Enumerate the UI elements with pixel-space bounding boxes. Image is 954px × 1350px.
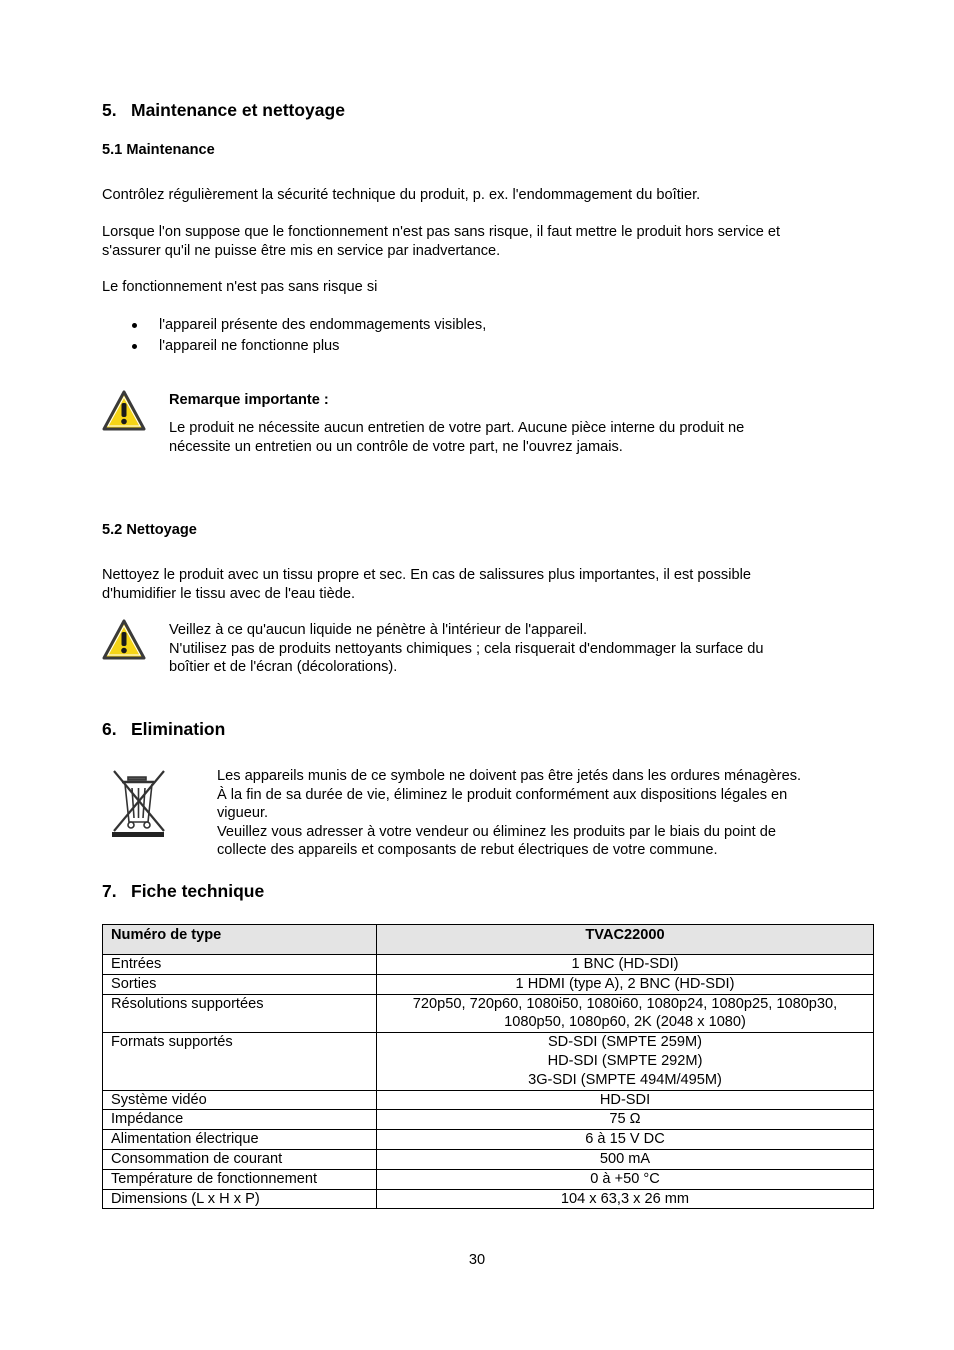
spec-value-line: 6 à 15 V DC: [585, 1131, 665, 1148]
table-header-cell: Numéro de type: [103, 925, 377, 955]
maintenance-paragraph-1: Contrôlez régulièrement la sécurité technique du produit, p. ex. l'endommagement du boîtier.: [102, 187, 701, 203]
spec-value-line: HD-SDI (SMPTE 292M): [547, 1052, 703, 1069]
spec-value-line: HD-SDI: [599, 1091, 651, 1108]
cleaning-warning-text: Veillez à ce qu'aucun liquide ne pénètre à l'intérieur de l'appareil. N'utilisez pas de produits nettoyants chimiques ; cela risquerait d'endommager la surface du boîtier et de l'écran (décolorations).: [169, 622, 764, 675]
spec-label-cell: Système vidéo: [103, 1090, 377, 1110]
spec-label-cell: Consommation de courant: [103, 1149, 377, 1169]
table-row: [103, 955, 874, 975]
spec-value-line: 500 mA: [599, 1150, 651, 1167]
spec-label-cell: Formats supportés: [103, 1033, 377, 1090]
spec-label-cell: Sorties: [103, 974, 377, 994]
spec-value-line: 75 Ω: [609, 1111, 641, 1128]
section-5-2-heading: 5.2 Nettoyage: [102, 522, 197, 538]
spec-value-cell: [377, 1090, 874, 1110]
spec-value-line: 104 x 63,3 x 26 mm: [560, 1190, 690, 1207]
spec-value-cell: [377, 1033, 874, 1090]
maintenance-paragraph-2: Lorsque l'on suppose que le fonctionnement n'est pas sans risque, il faut mettre le produit hors service et s'assurer qu'il ne puisse être mis en service par inadvertance.: [102, 224, 781, 259]
spec-value-cell: [377, 955, 874, 975]
section-5-heading: 5. Maintenance et nettoyage: [102, 100, 345, 120]
warning-triangle-icon: [102, 619, 146, 661]
spec-value-line: SD-SDI (SMPTE 259M): [547, 1034, 703, 1051]
list-item: l'appareil présente des endommagements visibles,: [102, 316, 486, 337]
table-row: [103, 1090, 874, 1110]
spec-label-cell: Alimentation électrique: [103, 1130, 377, 1150]
spec-label-cell: Entrées: [103, 955, 377, 975]
spec-value-cell: [377, 1130, 874, 1150]
spec-value-cell: [377, 974, 874, 994]
table-row: [103, 974, 874, 994]
section-7-heading: 7. Fiche technique: [102, 881, 265, 901]
table-row: [103, 1130, 874, 1150]
spec-value-line: 3G-SDI (SMPTE 494M/495M): [528, 1071, 722, 1088]
spec-value-cell: [377, 1189, 874, 1209]
spec-value-line: 1 HDMI (type A), 2 BNC (HD-SDI): [515, 975, 735, 992]
spec-table: [102, 924, 874, 1209]
spec-value-line: 1080p50, 1080p60, 2K (2048 x 1080): [504, 1014, 746, 1031]
table-row: [103, 1189, 874, 1209]
table-header-cell: TVAC22000: [377, 925, 874, 955]
section-5-1-heading: 5.1 Maintenance: [102, 142, 215, 158]
table-header-row: [103, 925, 874, 955]
warning-triangle-icon: [102, 390, 146, 432]
crossed-out-bin-icon: [108, 768, 170, 840]
spec-value-line: 0 à +50 °C: [590, 1170, 660, 1187]
important-note-text: Le produit ne nécessite aucun entretien de votre part. Aucune pièce interne du produit ne nécessite un entretien ou un contrôle de votre part, ne l'ouvrez jamais.: [169, 420, 745, 455]
list-item: l'appareil ne fonctionne plus: [102, 337, 486, 358]
table-row: [103, 1169, 874, 1189]
risk-conditions-list: [102, 316, 486, 358]
maintenance-paragraph-3: Le fonctionnement n'est pas sans risque si: [102, 279, 378, 295]
disposal-text: Les appareils munis de ce symbole ne doivent pas être jetés dans les ordures ménagères. À la fin de sa durée de vie, éliminez le produit conformément aux dispositions légales en vigueur. Veuillez vous adresser à votre vendeur ou éliminez les produits par le biais du point de collecte des appareils et composants de rebut électriques de votre commune.: [217, 768, 802, 858]
spec-value-cell: [377, 994, 874, 1033]
spec-label-cell: Dimensions (L x H x P): [103, 1189, 377, 1209]
spec-label-cell: Résolutions supportées: [103, 994, 377, 1033]
cleaning-paragraph: Nettoyez le produit avec un tissu propre et sec. En cas de salissures plus importantes, il est possible d'humidifier le tissu avec de l'eau tiède.: [102, 567, 751, 602]
section-6-heading: 6. Elimination: [102, 719, 226, 739]
spec-value-line: 720p50, 720p60, 1080i50, 1080i60, 1080p24, 1080p25, 1080p30,: [412, 995, 838, 1012]
table-row: [103, 1110, 874, 1130]
spec-label-cell: Impédance: [103, 1110, 377, 1130]
spec-value-cell: [377, 1169, 874, 1189]
table-row: [103, 1033, 874, 1090]
table-row: [103, 994, 874, 1033]
spec-value-cell: [377, 1110, 874, 1130]
spec-table-body: [103, 955, 874, 1209]
table-row: [103, 1149, 874, 1169]
spec-value-cell: [377, 1149, 874, 1169]
page-number: 30: [468, 1252, 486, 1268]
spec-value-line: 1 BNC (HD-SDI): [571, 956, 679, 972]
important-note-title: Remarque importante :: [169, 392, 329, 408]
spec-label-cell: Température de fonctionnement: [103, 1169, 377, 1189]
